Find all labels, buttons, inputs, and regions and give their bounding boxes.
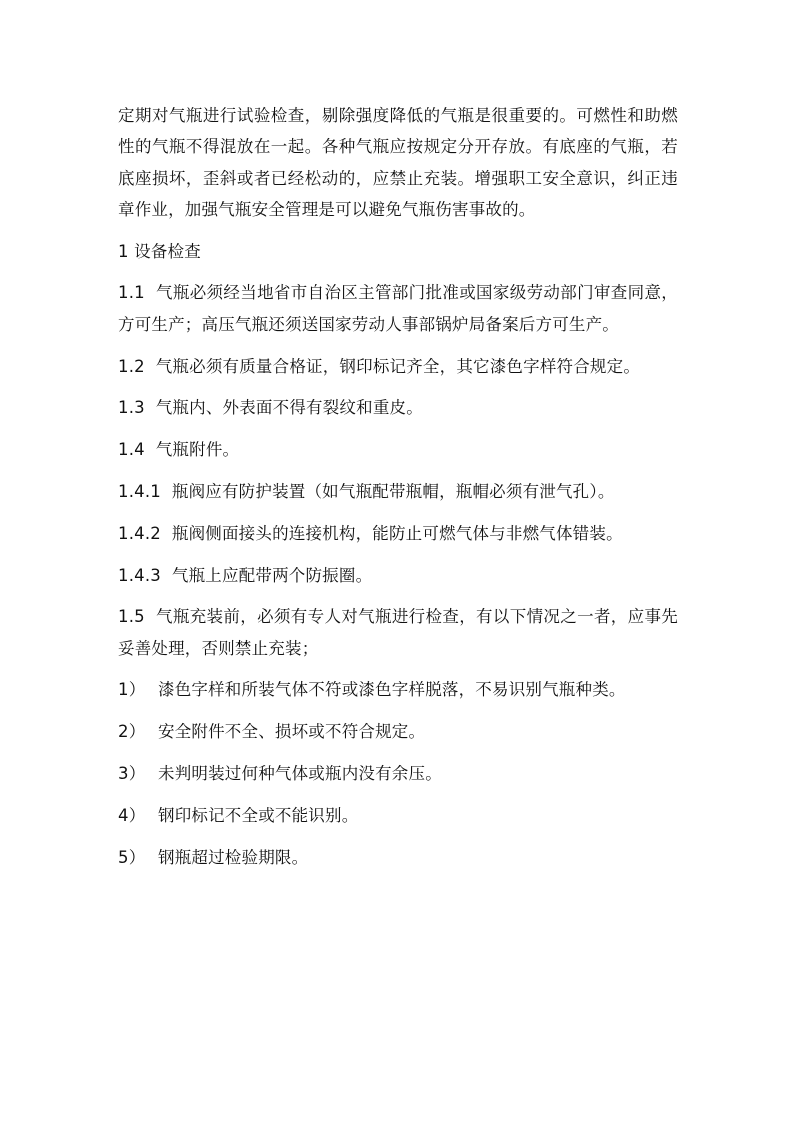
clause-number: 1.1 [118,283,145,303]
clause-number: 1.4.1 [118,481,161,501]
list-number: 3） [118,764,146,784]
clause-1-4-2 [118,518,678,549]
list-item-3 [118,758,678,789]
clause-number: 1.5 [118,607,145,627]
clause-number: 1.4.3 [118,565,161,585]
list-item-5 [118,842,678,873]
clause-text: 气瓶上应配带两个防振圈。 [171,565,373,585]
clause-1-2 [118,351,678,382]
clause-1-1 [118,277,678,340]
list-item-4 [118,800,678,831]
clause-number: 1.2 [118,356,145,376]
section-heading: 1 设备检查 [118,241,201,261]
clause-text: 气瓶内、外表面不得有裂纹和重皮。 [155,398,423,418]
clause-number: 1.4 [118,440,145,460]
list-text: 未判明装过何种气体或瓶内没有余压。 [158,764,442,784]
document-body [118,100,678,873]
clause-1-5 [118,601,678,664]
clause-1-3 [118,392,678,423]
clause-text: 瓶阀侧面接头的连接机构，能防止可燃气体与非燃气体错装。 [171,523,623,543]
list-text: 钢印标记不全或不能识别。 [158,805,359,825]
list-item-1 [118,674,678,705]
clause-1-4-3 [118,560,678,591]
list-item-2 [118,716,678,747]
list-text: 钢瓶超过检验期限。 [158,847,309,867]
list-number: 1） [118,680,146,700]
clause-number: 1.4.2 [118,523,161,543]
list-text: 安全附件不全、损坏或不符合规定。 [158,722,426,742]
clause-text: 气瓶附件。 [155,440,240,460]
list-number: 2） [118,722,146,742]
clause-text: 气瓶必须有质量合格证，钢印标记齐全，其它漆色字样符合规定。 [155,356,641,376]
list-text: 漆色字样和所装气体不符或漆色字样脱落，不易识别气瓶种类。 [158,680,626,700]
intro-paragraph: 定期对气瓶进行试验检查，剔除强度降低的气瓶是很重要的。可燃性和助燃性的气瓶不得混放在一起。各种气瓶应按规定分开存放。有底座的气瓶，若底座损坏，歪斜或者已经松动的，应禁止充装。增强职工安全意识，纠正违章作业，加强气瓶安全管理是可以避免气瓶伤害事故的。 [118,106,678,219]
clause-1-4-1 [118,476,678,507]
clause-text: 气瓶必须经当地省市自治区主管部门批准或国家级劳动部门审查同意，方可生产；高压气瓶还须送国家劳动人事部锅炉局备案后方可生产。 [118,283,679,334]
list-number: 4） [118,805,146,825]
clause-1-4 [118,434,678,465]
clause-text: 气瓶充装前，必须有专人对气瓶进行检查，有以下情况之一者，应事先妥善处理，否则禁止充装； [118,607,679,658]
clause-number: 1.3 [118,398,145,418]
list-number: 5） [118,847,146,867]
clause-text: 瓶阀应有防护装置（如气瓶配带瓶帽，瓶帽必须有泄气孔）。 [171,481,615,501]
